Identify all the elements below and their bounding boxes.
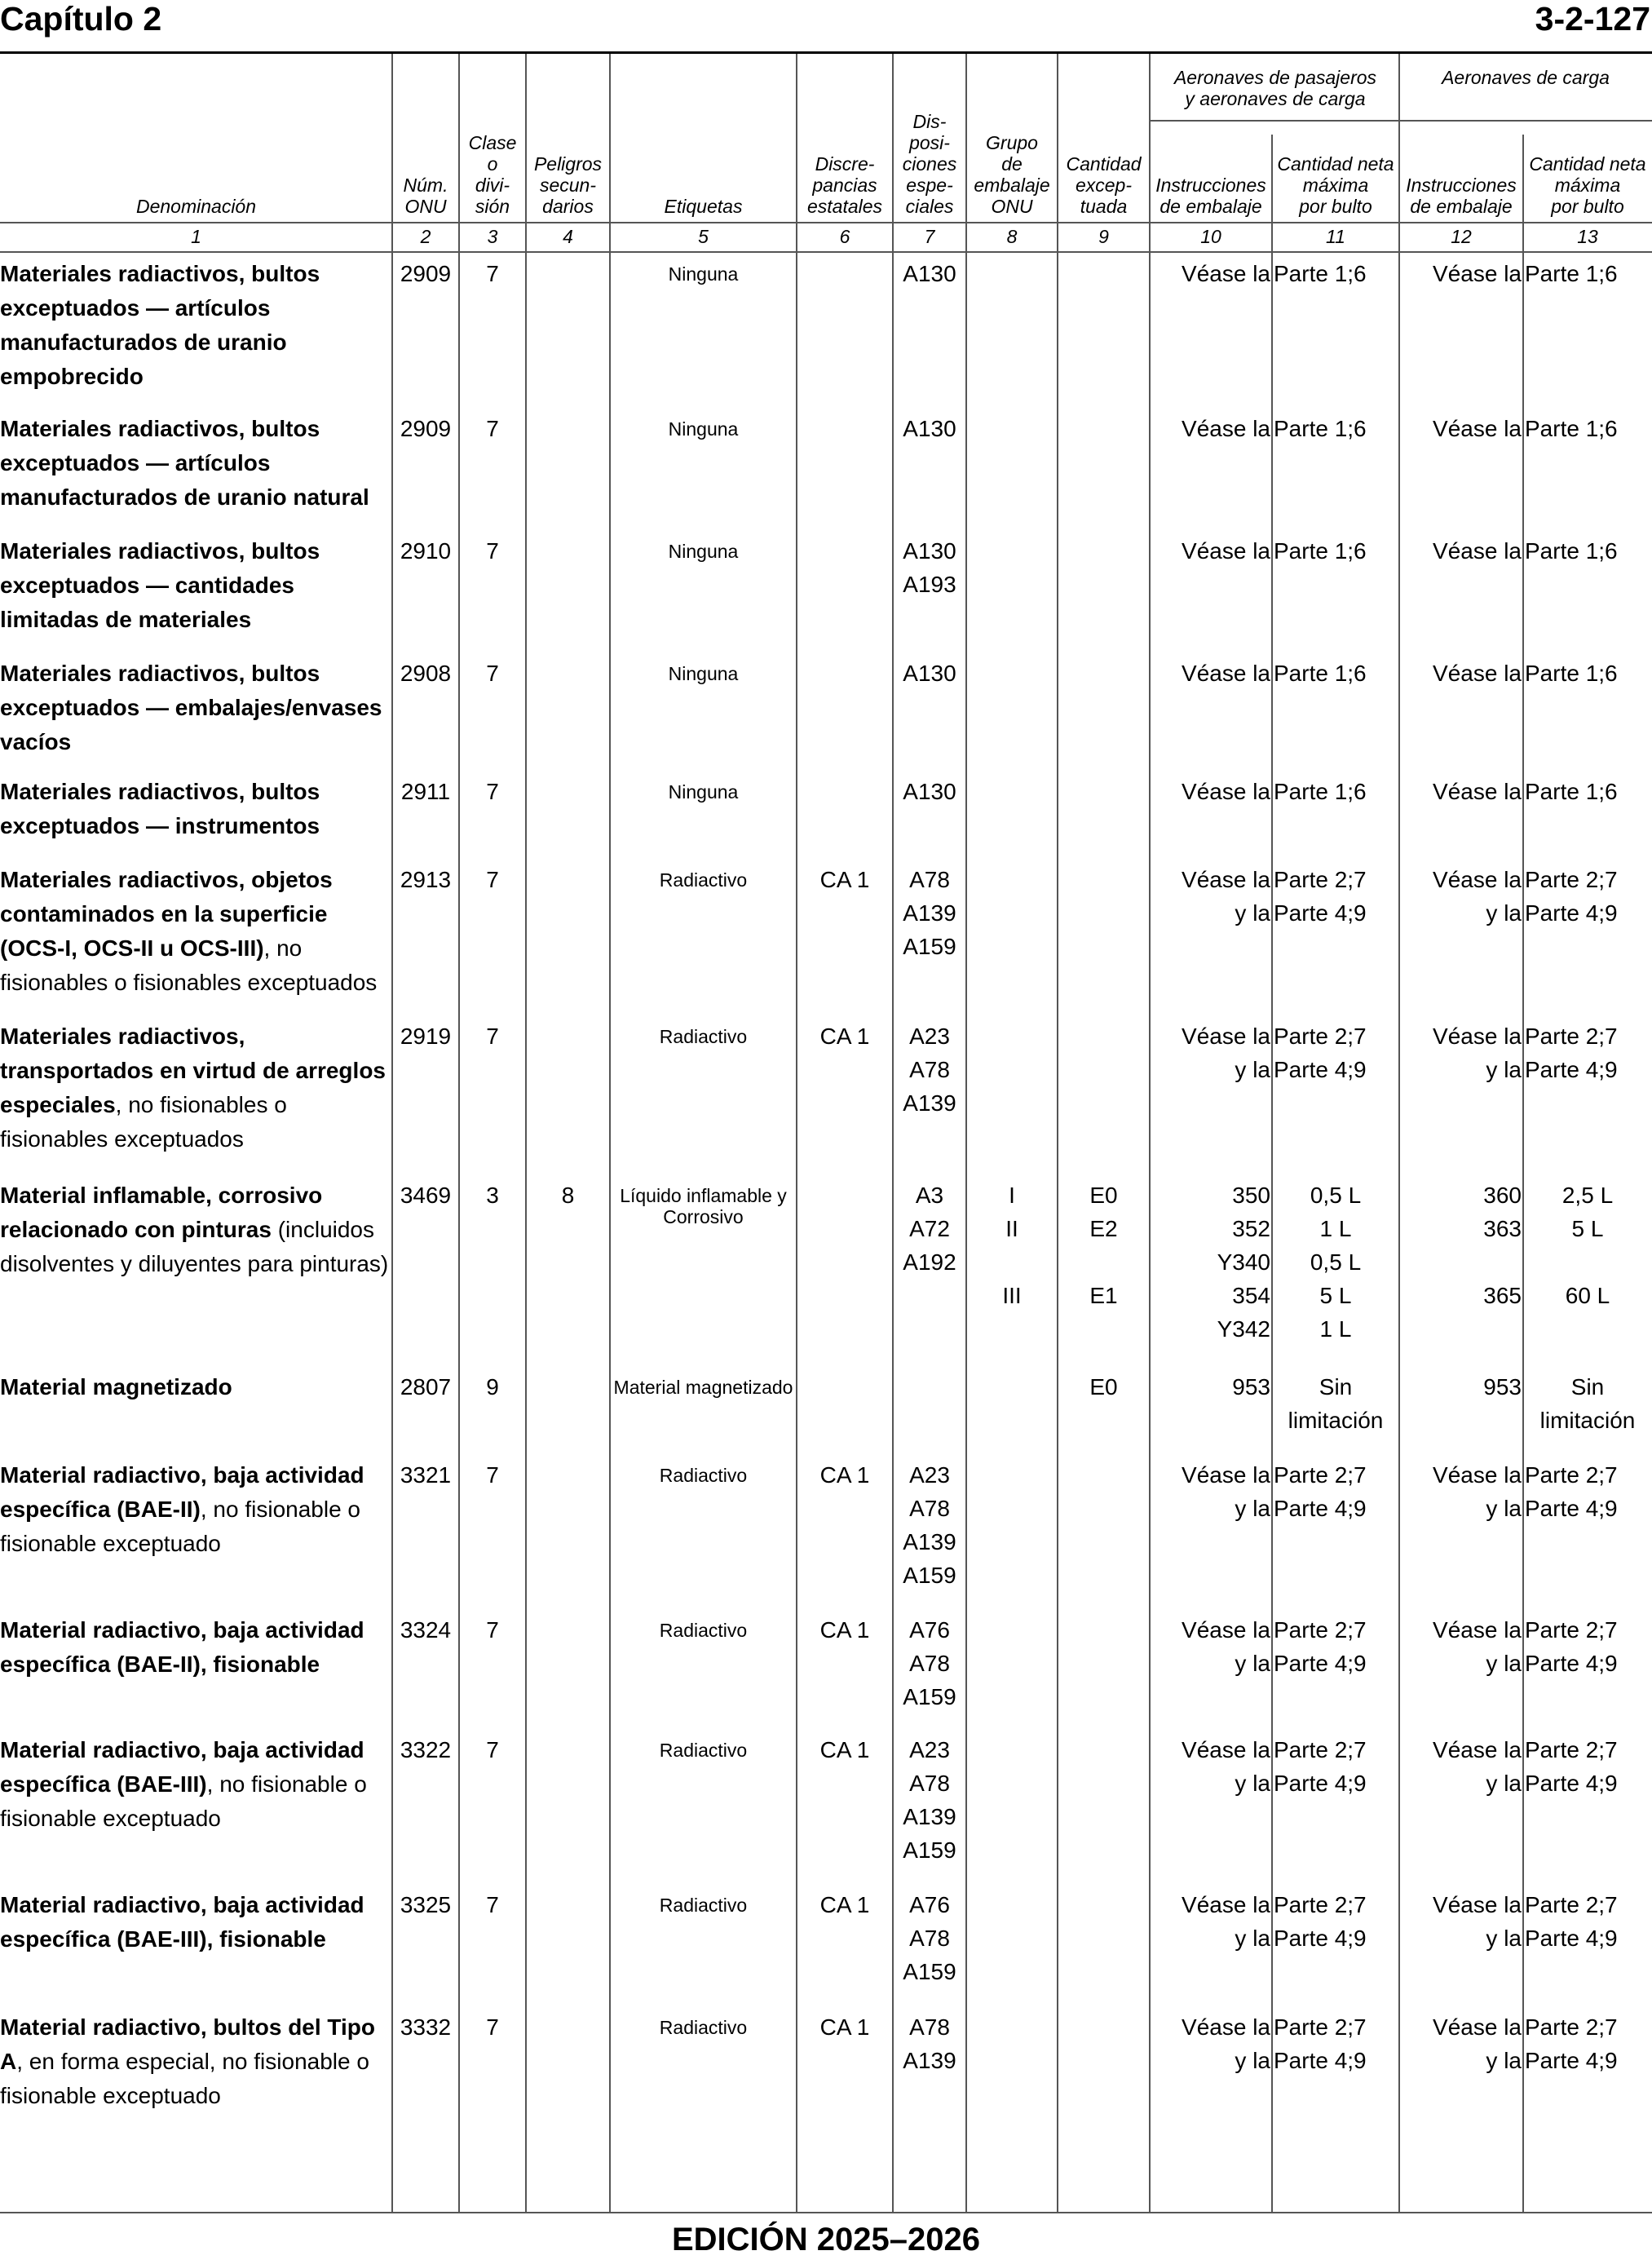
column-number-5: 5: [698, 226, 709, 247]
un-number: 2910: [400, 538, 452, 564]
cargo-packing-instruction: Véase la y la: [1433, 1617, 1522, 1676]
special-provisions: A130: [903, 261, 956, 286]
cargo-max-net-quantity: 2,5 L 5 L 60 L: [1561, 1183, 1614, 1308]
cargo-packing-instruction: 953: [1483, 1374, 1522, 1400]
column-divider: [1057, 54, 1058, 2213]
pax-packing-instruction: Véase la: [1182, 416, 1270, 441]
pax-max-net-quantity: Parte 2;7 Parte 4;9: [1274, 1617, 1367, 1676]
pax-packing-instruction: 953: [1232, 1374, 1270, 1400]
special-provisions: A130: [903, 661, 956, 686]
state-variations: CA 1: [819, 1462, 870, 1488]
proper-shipping-name-qualifier: (incluidos disolventes y diluyentes para pinturas): [0, 1217, 389, 1276]
pax-max-net-quantity: Parte 1;6: [1274, 416, 1367, 441]
column-header-2: Núm. ONU: [403, 175, 448, 217]
proper-shipping-name-bold: Materiales radiactivos, transportados en virtud de arreglos especiales: [0, 1024, 386, 1117]
class-division: 7: [486, 1024, 499, 1049]
state-variations: CA 1: [819, 1617, 870, 1643]
chapter-title: Capítulo 2: [0, 0, 162, 38]
proper-shipping-name: [0, 1178, 390, 1281]
special-provisions: A130 A193: [903, 538, 956, 597]
labels: Ninguna: [668, 663, 739, 684]
cargo-packing-instruction: Véase la y la: [1433, 2014, 1522, 2073]
un-number: 2911: [400, 779, 451, 804]
column-header-9: Cantidad excep- tuada: [1066, 153, 1142, 217]
pax-max-net-quantity: Parte 1;6: [1274, 779, 1367, 804]
un-number: 3322: [400, 1737, 452, 1762]
column-number-9: 9: [1098, 226, 1109, 247]
proper-shipping-name-bold: Materiales radiactivos, bultos exceptuados — embalajes/envases vacíos: [0, 661, 382, 754]
column-number-3: 3: [487, 226, 498, 247]
special-provisions: A23 A78 A139 A159: [903, 1462, 956, 1588]
pax-packing-instruction: Véase la y la: [1182, 1617, 1270, 1676]
cargo-max-net-quantity: Parte 2;7 Parte 4;9: [1525, 1617, 1618, 1676]
cargo-packing-instruction: 360 363 365: [1483, 1183, 1522, 1308]
special-provisions: A130: [903, 779, 956, 804]
column-number-4: 4: [563, 226, 573, 247]
proper-shipping-name-bold: Material radiactivo, baja actividad específica (BAE-II): [0, 1462, 364, 1522]
column-divider: [1271, 135, 1273, 2213]
column-header-5: Etiquetas: [664, 196, 743, 217]
cargo-max-net-quantity: Parte 1;6: [1525, 661, 1618, 686]
proper-shipping-name-bold: Material radiactivo, baja actividad específica (BAE-II), fisionable: [0, 1617, 364, 1677]
cargo-max-net-quantity: Parte 2;7 Parte 4;9: [1525, 867, 1618, 926]
proper-shipping-name: [0, 775, 390, 843]
cargo-max-net-quantity: Parte 2;7 Parte 4;9: [1525, 1024, 1618, 1082]
cargo-packing-instruction: Véase la: [1433, 538, 1522, 564]
column-number-2: 2: [420, 226, 431, 247]
cargo-max-net-quantity: Parte 1;6: [1525, 416, 1618, 441]
un-number: 3332: [400, 2014, 452, 2040]
class-division: 7: [486, 261, 499, 286]
column-number-13: 13: [1577, 226, 1598, 247]
proper-shipping-name: [0, 257, 390, 394]
pax-max-net-quantity: Parte 1;6: [1274, 538, 1367, 564]
labels: Radiactivo: [659, 1895, 748, 1916]
pax-max-net-quantity: Parte 2;7 Parte 4;9: [1274, 867, 1367, 926]
un-number: 3325: [400, 1892, 452, 1917]
labels: Líquido inflamable y Corrosivo: [620, 1185, 787, 1227]
pax-packing-instruction: Véase la: [1182, 661, 1270, 686]
class-division: 7: [486, 2014, 499, 2040]
state-variations: CA 1: [819, 1737, 870, 1762]
cargo-packing-instruction: Véase la y la: [1433, 1892, 1522, 1951]
un-number: 2909: [400, 261, 452, 286]
labels: Ninguna: [668, 263, 739, 285]
cargo-max-net-quantity: Parte 2;7 Parte 4;9: [1525, 1892, 1618, 1951]
packing-group: I II III: [1002, 1183, 1022, 1308]
special-provisions: A130: [903, 416, 956, 441]
column-divider: [1522, 135, 1524, 2213]
state-variations: CA 1: [819, 2014, 870, 2040]
special-provisions: A3 A72 A192: [903, 1183, 956, 1275]
pax-max-net-quantity: Parte 1;6: [1274, 661, 1367, 686]
state-variations: CA 1: [819, 1892, 870, 1917]
special-provisions: A76 A78 A159: [903, 1892, 956, 1984]
proper-shipping-name-bold: Materiales radiactivos, bultos exceptuados — cantidades limitadas de materiales: [0, 538, 320, 632]
column-header-12: Instrucciones de embalaje: [1406, 175, 1517, 217]
un-number: 3324: [400, 1617, 452, 1643]
proper-shipping-name-bold: Materiales radiactivos, bultos exceptuados — artículos manufacturados de uranio natural: [0, 416, 369, 510]
cargo-max-net-quantity: Parte 1;6: [1525, 779, 1618, 804]
column-divider: [609, 54, 611, 2213]
pax-max-net-quantity: Parte 2;7 Parte 4;9: [1274, 2014, 1367, 2073]
cargo-packing-instruction: Véase la: [1433, 261, 1522, 286]
proper-shipping-name: [0, 1613, 390, 1682]
labels: Ninguna: [668, 541, 739, 562]
proper-shipping-name-bold: Material magnetizado: [0, 1374, 232, 1400]
pax-packing-instruction: Véase la y la: [1182, 867, 1270, 926]
cargo-packing-instruction: Véase la y la: [1433, 867, 1522, 926]
pax-packing-instruction: Véase la: [1182, 538, 1270, 564]
pax-max-net-quantity: Parte 1;6: [1274, 261, 1367, 286]
group-header-passenger: Aeronaves de pasajeros y aeronaves de carga: [1173, 67, 1377, 109]
class-division: 7: [486, 1892, 499, 1917]
class-division: 7: [486, 1462, 499, 1488]
column-header-6: Discre- pancias estatales: [806, 153, 883, 217]
header-rule: [1150, 120, 1652, 122]
proper-shipping-name-bold: Materiales radiactivos, objetos contaminados en la superficie (OCS-I, OCS-II u OCS-III): [0, 867, 333, 961]
column-header-10: Instrucciones de embalaje: [1155, 175, 1266, 217]
proper-shipping-name-bold: Material radiactivo, bultos del Tipo A: [0, 2014, 376, 2074]
labels: Radiactivo: [659, 1740, 748, 1761]
cargo-max-net-quantity: Parte 2;7 Parte 4;9: [1525, 1462, 1618, 1521]
proper-shipping-name-qualifier: , no fisionables o fisionables exceptuados: [0, 935, 378, 995]
class-division: 7: [486, 1737, 499, 1762]
pax-packing-instruction: Véase la y la: [1182, 2014, 1270, 2073]
pax-max-net-quantity: Parte 2;7 Parte 4;9: [1274, 1892, 1367, 1951]
proper-shipping-name: [0, 2010, 390, 2113]
pax-max-net-quantity: Parte 2;7 Parte 4;9: [1274, 1737, 1367, 1796]
un-number: 3469: [400, 1183, 452, 1208]
special-provisions: A76 A78 A159: [903, 1617, 956, 1709]
class-division: 7: [486, 538, 499, 564]
proper-shipping-name: [0, 657, 390, 759]
cargo-max-net-quantity: Parte 2;7 Parte 4;9: [1525, 1737, 1618, 1796]
state-variations: CA 1: [819, 867, 870, 892]
group-header-cargo: Aeronaves de carga: [1442, 67, 1610, 88]
class-division: 9: [486, 1374, 499, 1400]
column-header-3: Clase o divi- sión: [468, 132, 517, 217]
proper-shipping-name-bold: Material radiactivo, baja actividad específica (BAE-III), fisionable: [0, 1892, 364, 1952]
cargo-max-net-quantity: Parte 1;6: [1525, 538, 1618, 564]
cargo-packing-instruction: Véase la y la: [1433, 1462, 1522, 1521]
pax-packing-instruction: Véase la: [1182, 261, 1270, 286]
cargo-packing-instruction: Véase la: [1433, 661, 1522, 686]
cargo-max-net-quantity: Parte 1;6: [1525, 261, 1618, 286]
pax-max-net-quantity: Parte 2;7 Parte 4;9: [1274, 1024, 1367, 1082]
column-number-10: 10: [1200, 226, 1221, 247]
proper-shipping-name-bold: Material inflamable, corrosivo relacionado con pinturas: [0, 1183, 323, 1242]
column-number-6: 6: [839, 226, 850, 247]
column-number-11: 11: [1326, 226, 1345, 247]
special-provisions: A23 A78 A139: [903, 1024, 956, 1116]
proper-shipping-name-qualifier: , no fisionable o fisionable exceptuado: [0, 1497, 360, 1556]
cargo-packing-instruction: Véase la: [1433, 779, 1522, 804]
class-division: 7: [486, 416, 499, 441]
pax-max-net-quantity: 0,5 L 1 L 0,5 L 5 L 1 L: [1310, 1183, 1362, 1342]
labels: Radiactivo: [659, 1026, 748, 1047]
class-division: 7: [486, 779, 499, 804]
un-number: 2913: [400, 867, 452, 892]
subsidiary-hazard: 8: [561, 1183, 575, 1208]
page-number: 3-2-127: [1535, 0, 1650, 38]
column-number-7: 7: [924, 226, 935, 247]
labels: Ninguna: [668, 781, 739, 803]
un-number: 2908: [400, 661, 452, 686]
column-number-12: 12: [1451, 226, 1472, 247]
proper-shipping-name-bold: Material radiactivo, baja actividad específica (BAE-III): [0, 1737, 364, 1797]
class-division: 7: [486, 1617, 499, 1643]
proper-shipping-name: [0, 1019, 390, 1156]
labels: Radiactivo: [659, 2017, 748, 2038]
excepted-quantity: E0 E2 E1: [1089, 1183, 1118, 1308]
column-number-1: 1: [191, 226, 201, 247]
pax-max-net-quantity: Sin limitación: [1288, 1374, 1384, 1433]
pax-packing-instruction: Véase la: [1182, 779, 1270, 804]
un-number: 3321: [400, 1462, 452, 1488]
column-header-11: Cantidad neta máxima por bulto: [1277, 153, 1394, 217]
labels: Radiactivo: [659, 1620, 748, 1641]
edition-footer: EDICIÓN 2025–2026: [671, 2222, 980, 2257]
special-provisions: A78 A139: [903, 2014, 956, 2073]
top-rule: [0, 51, 1652, 54]
un-number: 2807: [400, 1374, 452, 1400]
proper-shipping-name: [0, 1733, 390, 1836]
labels: Material magnetizado: [613, 1377, 793, 1398]
column-header-8: Grupo de embalaje ONU: [974, 132, 1050, 217]
header-rule: [0, 222, 1652, 223]
labels: Radiactivo: [659, 1465, 748, 1486]
pax-packing-instruction: Véase la y la: [1182, 1737, 1270, 1796]
class-division: 3: [486, 1183, 499, 1208]
proper-shipping-name: [0, 1888, 390, 1957]
pax-packing-instruction: Véase la y la: [1182, 1024, 1270, 1082]
pax-packing-instruction: Véase la y la: [1182, 1462, 1270, 1521]
un-number: 2909: [400, 416, 452, 441]
class-division: 7: [486, 867, 499, 892]
proper-shipping-name: [0, 1370, 390, 1404]
proper-shipping-name-qualifier: , no fisionable o fisionable exceptuado: [0, 1771, 367, 1831]
proper-shipping-name: [0, 1458, 390, 1561]
cargo-packing-instruction: Véase la: [1433, 416, 1522, 441]
column-header-4: Peligros secun- darios: [533, 153, 603, 217]
proper-shipping-name-qualifier: , no fisionables o fisionables exceptuados: [0, 1092, 287, 1152]
proper-shipping-name: [0, 863, 390, 1000]
excepted-quantity: E0: [1089, 1374, 1118, 1400]
cargo-max-net-quantity: Parte 2;7 Parte 4;9: [1525, 2014, 1618, 2073]
proper-shipping-name-qualifier: , en forma especial, no fisionable o fisionable exceptuado: [0, 2049, 369, 2108]
proper-shipping-name: [0, 412, 390, 515]
column-header-13: Cantidad neta máxima por bulto: [1529, 153, 1646, 217]
header-rule: [0, 251, 1652, 253]
labels: Radiactivo: [659, 869, 748, 891]
special-provisions: A23 A78 A139 A159: [903, 1737, 956, 1863]
labels: Ninguna: [668, 418, 739, 440]
pax-packing-instruction: 350 352 Y340 354 Y342: [1217, 1183, 1270, 1342]
proper-shipping-name-bold: Materiales radiactivos, bultos exceptuados — instrumentos: [0, 779, 320, 838]
bottom-rule: [0, 2212, 1652, 2213]
pax-packing-instruction: Véase la y la: [1182, 1892, 1270, 1951]
column-number-8: 8: [1006, 226, 1018, 247]
proper-shipping-name-bold: Materiales radiactivos, bultos exceptuados — artículos manufacturados de uranio empobrecido: [0, 261, 320, 389]
class-division: 7: [486, 661, 499, 686]
un-number: 2919: [400, 1024, 452, 1049]
cargo-max-net-quantity: Sin limitación: [1539, 1374, 1636, 1433]
cargo-packing-instruction: Véase la y la: [1433, 1737, 1522, 1796]
special-provisions: A78 A139 A159: [903, 867, 956, 959]
column-header-7: Dis- posi- ciones espe- ciales: [902, 111, 957, 217]
state-variations: CA 1: [819, 1024, 870, 1049]
pax-max-net-quantity: Parte 2;7 Parte 4;9: [1274, 1462, 1367, 1521]
column-header-1: Denominación: [135, 196, 257, 217]
proper-shipping-name: [0, 534, 390, 637]
cargo-packing-instruction: Véase la y la: [1433, 1024, 1522, 1082]
